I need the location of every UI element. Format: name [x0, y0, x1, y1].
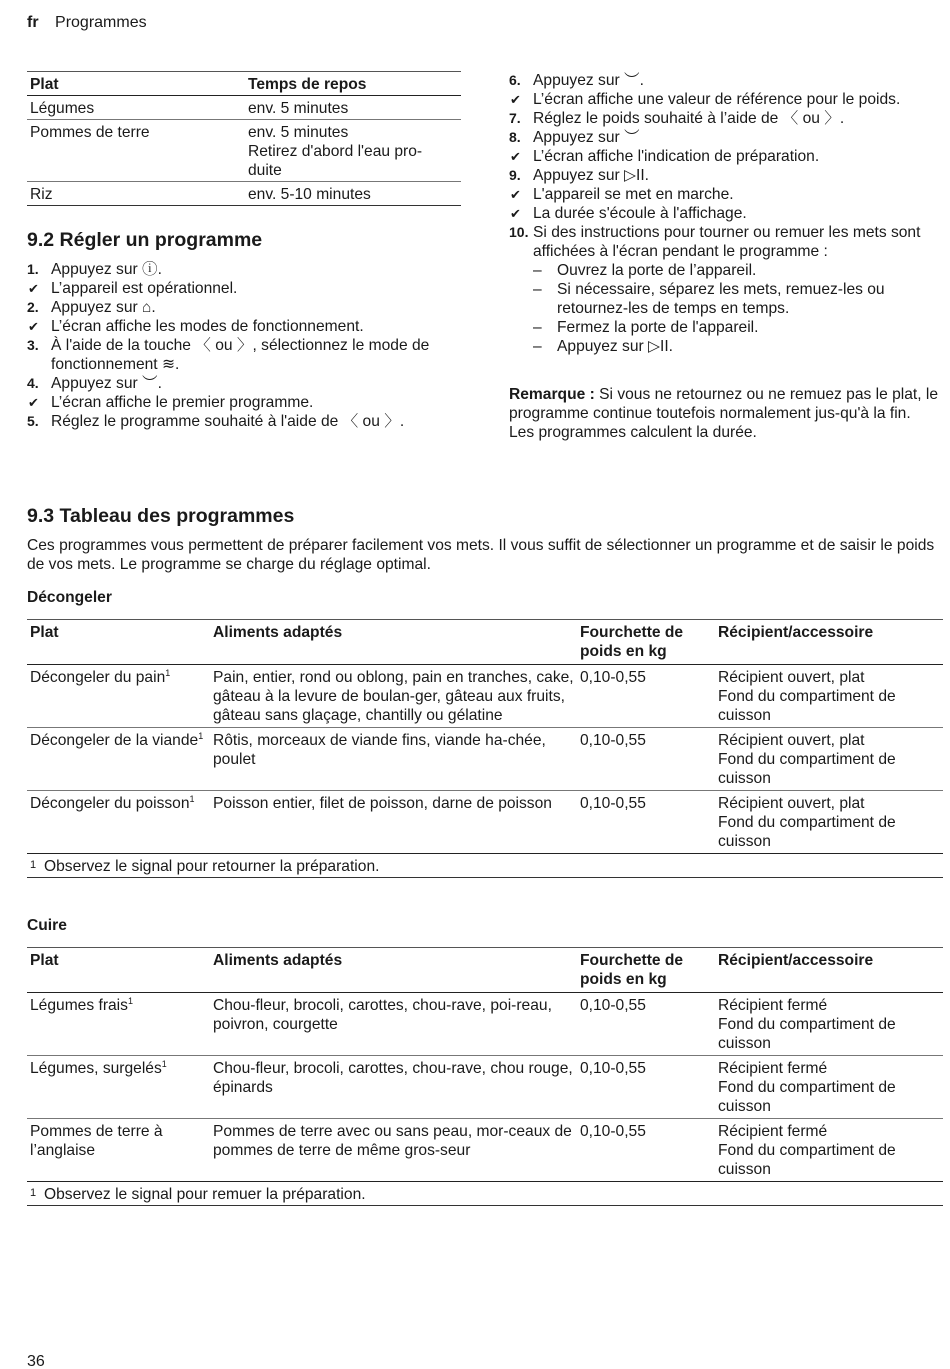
footnote-marker: 1: [165, 668, 171, 678]
step-item: [27, 336, 467, 374]
footnote-marker: 1: [198, 731, 204, 741]
table-cell-recipient: [715, 728, 943, 791]
step-item: [509, 109, 943, 128]
footnote-row: [27, 854, 943, 878]
table-row: [27, 96, 461, 120]
table-cell-plat: [27, 993, 210, 1056]
page-number: 36: [27, 1353, 45, 1369]
table-row: [27, 120, 461, 182]
table-cell-aliments: Pain, entier, rond ou oblong, pain en tranches, cake, gâteau à la levure de boulan-ger, gâteau aux fruits, gâteau sans glaçage, chantilly ou gélatine: [213, 669, 574, 724]
table-cell-poids: 0,10-0,55: [580, 669, 646, 686]
table-cell-poids: 0,10-0,55: [580, 997, 646, 1014]
footnote-number: 1: [30, 1187, 37, 1199]
steps-list-left: [27, 260, 467, 431]
step-text: Appuyez sur ▷II.: [533, 167, 650, 184]
table-header-row: [27, 948, 943, 993]
step-text: Si nécessaire, séparez les mets, remuez-les ou retournez-les de temps en temps.: [557, 281, 885, 317]
recipient-line: Récipient ouvert, plat: [718, 669, 865, 686]
column-header: Fourchette de poids en kg: [580, 952, 684, 988]
check-icon: ✔: [510, 92, 521, 107]
table-cell-recipient: [715, 791, 943, 854]
check-icon: ✔: [28, 395, 39, 410]
dash-bullet: –: [533, 281, 542, 298]
recipient-line: Fond du compartiment de cuisson: [718, 814, 896, 850]
column-header: Fourchette de poids en kg: [580, 624, 684, 660]
footnote-cell: [27, 1182, 943, 1206]
step-text: Appuyez sur ︶: [533, 129, 640, 146]
column-header: Récipient/accessoire: [718, 952, 874, 969]
plat-text: Pommes de terre à l’anglaise: [30, 1123, 163, 1159]
table-cell-poids: 0,10-0,55: [577, 1056, 715, 1119]
sub-step-item: [509, 337, 943, 356]
step-text: Ouvrez la porte de l’appareil.: [557, 262, 757, 279]
program-table-decongeler: [27, 619, 943, 878]
table-row: [27, 993, 943, 1056]
recipient-line: Fond du compartiment de cuisson: [718, 751, 896, 787]
subsection-title-decongeler: Décongeler: [27, 589, 112, 606]
section-title-9-3: 9.3 Tableau des programmes: [27, 505, 295, 527]
page-header: [27, 13, 147, 32]
result-item: [27, 317, 467, 336]
footnote-row: [27, 1182, 943, 1206]
table-header-row: [27, 620, 943, 665]
section-intro: Ces programmes vous permettent de préparer facilement vos mets. Il vous suffit de sélectionner un programme et de saisir le poids de vos mets. Le programme se charge du réglage optimal.: [27, 537, 935, 573]
table-cell-plat: [27, 791, 210, 854]
plat-text: Décongeler de la viande: [30, 732, 199, 749]
step-text: Fermez la porte de l'appareil.: [557, 319, 759, 336]
table-header-row: [27, 72, 461, 96]
table-cell-recipient: [715, 665, 943, 728]
step-item: [27, 298, 467, 317]
table-cell: env. 5-10 minutes: [245, 182, 461, 206]
plat-text: Décongeler du pain: [30, 669, 166, 686]
column-header: Plat: [30, 76, 59, 93]
column-header: Aliments adaptés: [213, 952, 343, 969]
step-text: L’écran affiche une valeur de référence pour le poids.: [533, 91, 901, 108]
step-text: Réglez le programme souhaité à l'aide de 〈 ou 〉.: [51, 413, 405, 430]
column-header: Aliments adaptés: [213, 624, 343, 641]
step-number: 4.: [27, 375, 39, 391]
table-row: [27, 665, 943, 728]
note-box: [509, 385, 943, 442]
table-cell-recipient: [715, 993, 943, 1056]
recipient-line: Récipient ouvert, plat: [718, 732, 865, 749]
step-text: Appuyez sur ⌂.: [51, 299, 156, 316]
step-number: 7.: [509, 110, 521, 126]
step-text: Appuyez sur ︶.: [51, 375, 162, 392]
step-text: À l'aide de la touche 〈 ou 〉, sélectionnez le mode de fonctionnement ≋.: [51, 337, 430, 373]
table-cell-aliments: Poisson entier, filet de poisson, darne de poisson: [210, 791, 577, 854]
recipient-line: Fond du compartiment de cuisson: [718, 1016, 896, 1052]
step-item: [509, 128, 943, 147]
result-item: [27, 393, 467, 412]
table-cell-plat: [27, 1119, 210, 1182]
table-cell-aliments: Chou-fleur, brocoli, carottes, chou-rave, chou rouge, épinards: [210, 1056, 577, 1119]
table-cell: Riz: [27, 182, 245, 206]
sub-step-item: [509, 318, 943, 337]
table-cell-recipient: [715, 1056, 943, 1119]
plat-text: Légumes, surgelés: [30, 1060, 162, 1077]
sub-step-item: [509, 261, 943, 280]
column-header: Plat: [30, 624, 59, 641]
check-icon: ✔: [510, 187, 521, 202]
table-cell-plat: [27, 1056, 210, 1119]
recipient-line: Récipient fermé: [718, 1123, 828, 1140]
table-row: [27, 728, 943, 791]
table-cell: [245, 120, 461, 182]
section-title-9-2: 9.2 Régler un programme: [27, 229, 263, 251]
footnote-marker: 1: [161, 1059, 167, 1069]
table-cell: Légumes: [30, 100, 95, 117]
table-cell-aliments: Pommes de terre avec ou sans peau, mor-ceaux de pommes de terre de même gros-seur: [210, 1119, 577, 1182]
step-item: [27, 374, 467, 393]
table-cell-plat: [27, 728, 210, 791]
dash-bullet: –: [533, 319, 542, 336]
footnote-text: Observez le signal pour retourner la préparation.: [44, 858, 380, 875]
check-icon: ✔: [28, 281, 39, 296]
header-title: Programmes: [55, 14, 147, 31]
table-cell-aliments: Rôtis, morceaux de viande fins, viande ha-chée, poulet: [210, 728, 577, 791]
step-text: L’écran affiche les modes de fonctionnement.: [51, 318, 364, 335]
step-text: Réglez le poids souhaité à l’aide de 〈 ou 〉.: [533, 110, 845, 127]
result-item: [509, 90, 943, 109]
table-cell-recipient: [715, 1119, 943, 1182]
table-row: [27, 791, 943, 854]
check-icon: ✔: [510, 206, 521, 221]
step-text: Appuyez sur ︶.: [533, 72, 644, 89]
footnote-number: 1: [30, 859, 37, 871]
subsection-title-cuire: Cuire: [27, 917, 67, 934]
footnote-marker: 1: [127, 996, 133, 1006]
step-item: [509, 71, 943, 90]
step-text: L’appareil est opérationnel.: [51, 280, 238, 297]
language-code: fr: [27, 14, 39, 31]
recipient-line: Fond du compartiment de cuisson: [718, 1079, 896, 1115]
table-cell-poids: 0,10-0,55: [577, 728, 715, 791]
note-label: Remarque :: [509, 386, 595, 403]
table-cell: env. 5 minutes: [248, 100, 349, 117]
step-text: L’écran affiche le premier programme.: [51, 394, 314, 411]
recipient-line: Fond du compartiment de cuisson: [718, 688, 896, 724]
step-number: 5.: [27, 413, 39, 429]
step-number: 2.: [27, 299, 39, 315]
recipient-line: Récipient ouvert, plat: [718, 795, 865, 812]
note-text: Si vous ne retournez ou ne remuez pas le plat, le programme continue toutefois normalement jus-qu'à la fin.: [509, 386, 939, 422]
table-row: [27, 1119, 943, 1182]
table-cell-aliments: Chou-fleur, brocoli, carottes, chou-rave, poi-reau, poivron, courgette: [213, 997, 552, 1033]
step-number: 1.: [27, 261, 39, 277]
step-number: 10.: [509, 224, 529, 240]
table-cell-plat: [27, 665, 210, 728]
cell-line: Retirez d'abord l'eau pro-: [248, 143, 423, 160]
recipient-line: Récipient fermé: [718, 997, 828, 1014]
table-row: [27, 182, 461, 206]
column-header: Temps de repos: [248, 76, 367, 93]
step-item: [509, 166, 943, 185]
plat-text: Décongeler du poisson: [30, 795, 190, 812]
step-number: 3.: [27, 337, 39, 353]
check-icon: ✔: [28, 319, 39, 334]
footnote-text: Observez le signal pour remuer la préparation.: [44, 1186, 366, 1203]
rest-time-table: [27, 71, 461, 206]
result-item: [509, 185, 943, 204]
check-icon: ✔: [510, 149, 521, 164]
table-row: [27, 1056, 943, 1119]
program-table-cuire: [27, 947, 943, 1206]
step-item: [27, 260, 467, 279]
table-cell-poids: 0,10-0,55: [577, 1119, 715, 1182]
step-text: L’écran affiche l'indication de préparation.: [533, 148, 820, 165]
recipient-line: Fond du compartiment de cuisson: [718, 1142, 896, 1178]
step-text: Appuyez sur ⓘ.: [51, 261, 162, 278]
dash-bullet: –: [533, 262, 542, 279]
footnote-cell: [27, 854, 943, 878]
plat-text: Légumes frais: [30, 997, 128, 1014]
cell-line: env. 5 minutes: [248, 124, 349, 141]
step-text: L'appareil se met en marche.: [533, 186, 734, 203]
result-item: [27, 279, 467, 298]
note-paragraph: Les programmes calculent la durée.: [509, 424, 757, 441]
step-item: [27, 412, 467, 431]
step-text: Si des instructions pour tourner ou remuer les mets sont affichées à l'écran pendant le programme :: [533, 224, 921, 260]
table-cell: Pommes de terre: [27, 120, 245, 182]
step-text: La durée s'écoule à l'affichage.: [533, 205, 747, 222]
cell-line: duite: [248, 162, 282, 179]
dash-bullet: –: [533, 338, 542, 355]
step-number: 6.: [509, 72, 521, 88]
result-item: [509, 204, 943, 223]
step-number: 8.: [509, 129, 521, 145]
column-header: Récipient/accessoire: [718, 624, 874, 641]
step-item: [509, 223, 943, 261]
column-header: Plat: [30, 952, 59, 969]
result-item: [509, 147, 943, 166]
footnote-marker: 1: [189, 794, 195, 804]
steps-list-right: [509, 71, 943, 356]
note-paragraph: [509, 385, 943, 423]
table-cell-poids: 0,10-0,55: [577, 791, 715, 854]
step-number: 9.: [509, 167, 521, 183]
sub-step-item: [509, 280, 943, 318]
step-text: Appuyez sur ▷II.: [557, 338, 674, 355]
recipient-line: Récipient fermé: [718, 1060, 828, 1077]
